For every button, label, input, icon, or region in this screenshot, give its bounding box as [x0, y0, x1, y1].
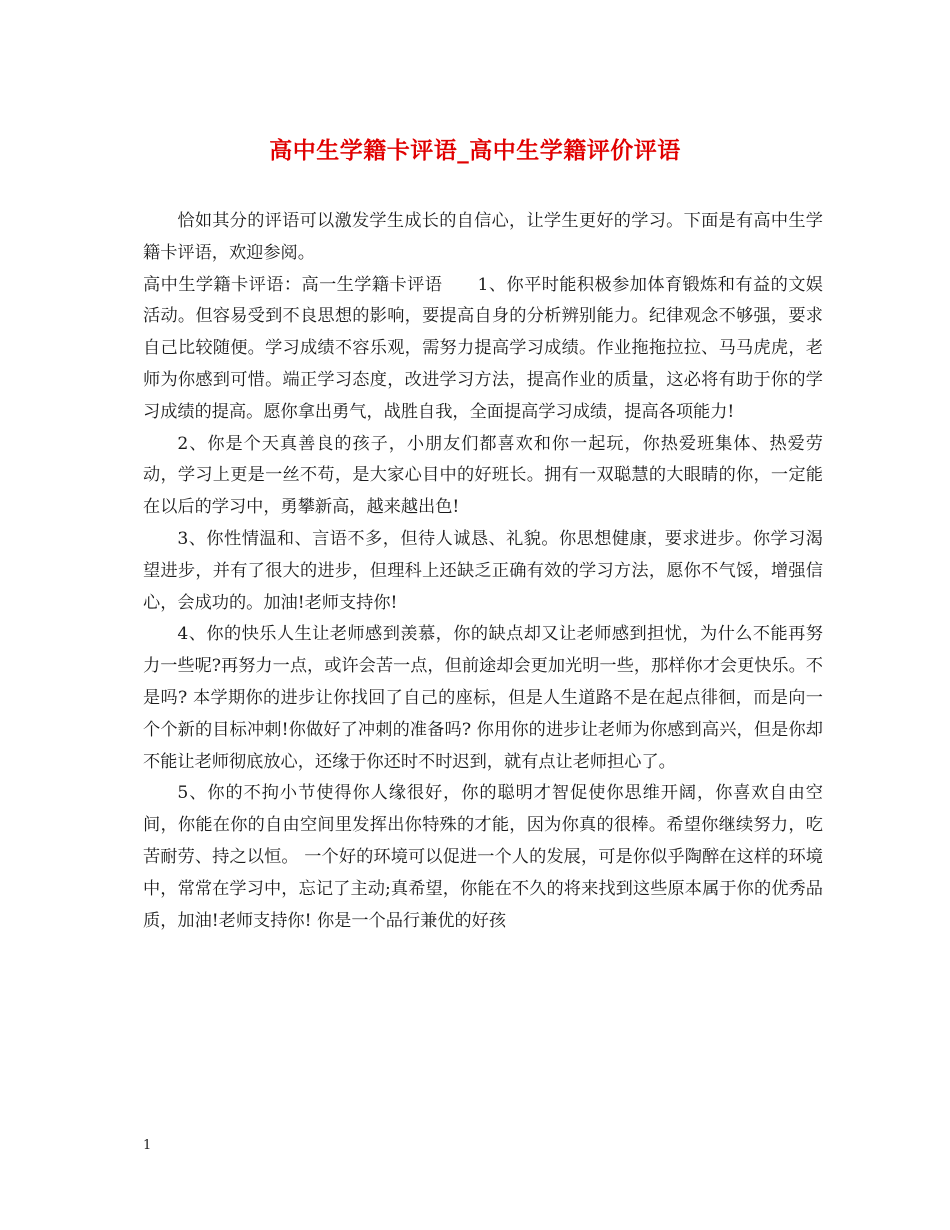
page-title: 高中生学籍卡评语_高中生学籍评价评语: [269, 137, 681, 164]
paragraph-comment-3: 3、你性情温和、言语不多，但待人诚恳、礼貌。你思想健康，要求进步。你学习渴望进步，并有了很大的进步，但理科上还缺乏正确有效的学习方法，愿你不气馁，增强信心，会成功的。加油!老师支持你!: [143, 528, 823, 613]
paragraph-comment-4: 4、你的快乐人生让老师感到羡慕，你的缺点却又让老师感到担忧，为什么不能再努力一些呢?再努力一点，或许会苦一点，但前途却会更加光明一些，那样你才会更快乐。不是吗? 本学期你的进步让你找回了自己的座标，但是人生道路不是在起点徘徊，而是向一个个新的目标冲刺!你做好了冲刺的准备吗? 你用你的进步让老师为你感到高兴，但是你却不能让老师彻底放心，还缘于你还时不时迟到，就有点让老师担心了。: [143, 624, 823, 772]
paragraph-comment-5: 5、你的不拘小节使得你人缘很好，你的聪明才智促使你思维开阔，你喜欢自由空间，你能在你的自由空间里发挥出你特殊的才能，因为你真的很棒。希望你继续努力，吃苦耐劳、持之以恒。 一个好的环境可以促进一个人的发展，可是你似乎陶醉在这样的环境中，常常在学习中，忘记了主动;真希望，你能在不久的将来找到这些原本属于你的优秀品质，加油!老师支持你! 你是一个品行兼优的好孩: [143, 783, 823, 931]
paragraph-intro: 恰如其分的评语可以激发学生成长的自信心，让学生更好的学习。下面是有高中生学籍卡评语，欢迎参阅。: [143, 211, 823, 263]
page-number: 1: [143, 1138, 152, 1153]
document-body: [143, 206, 823, 937]
paragraph-comment-2: 2、你是个天真善良的孩子，小朋友们都喜欢和你一起玩，你热爱班集体、热爱劳动，学习上更是一丝不苟，是大家心目中的好班长。拥有一双聪慧的大眼睛的你，一定能在以后的学习中，勇攀新高，越来越出色!: [143, 433, 823, 518]
paragraph-comment-1: 高中生学籍卡评语：高一生学籍卡评语 1、你平时能积极参加体育锻炼和有益的文娱活动。但容易受到不良思想的影响，要提高自身的分析辨别能力。纪律观念不够强，要求自己比较随便。学习成绩不容乐观，需努力提高学习成绩。作业拖拖拉拉、马马虎虎，老师为你感到可惜。端正学习态度，改进学习方法，提高作业的质量，这必将有助于你的学习成绩的提高。愿你拿出勇气，战胜自我，全面提高学习成绩，提高各项能力!: [143, 274, 823, 422]
